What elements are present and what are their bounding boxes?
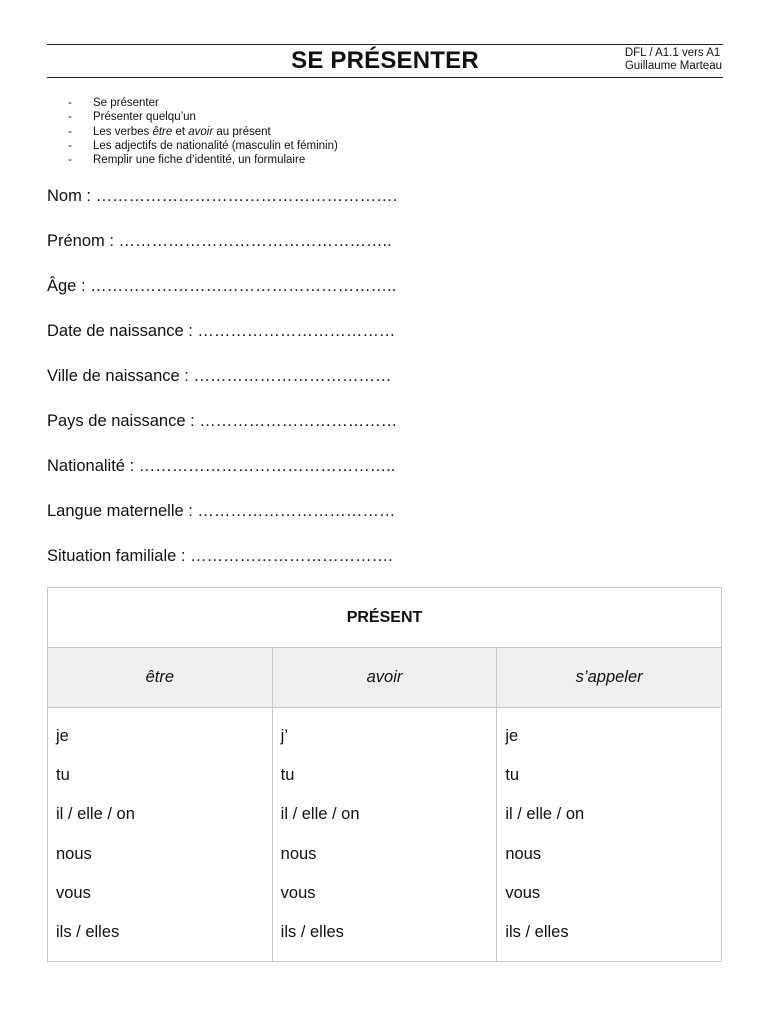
objective-item <box>68 110 338 124</box>
column-etre[interactable] <box>48 708 273 962</box>
objectives-list <box>68 96 338 167</box>
objective-text-mid: et <box>172 125 189 138</box>
objective-item <box>68 96 338 110</box>
table-row <box>48 708 722 962</box>
objective-text: Remplir une fiche d’identité, un formulaire <box>93 154 306 167</box>
pronoun: vous <box>56 883 91 902</box>
objective-text: Se présenter <box>93 97 159 109</box>
pronoun: nous <box>505 844 542 863</box>
field-prenom[interactable]: Prénom : ………………………………………….. <box>47 232 392 250</box>
pronoun: nous <box>56 844 92 863</box>
pronoun: ils / elles <box>56 922 120 941</box>
pronoun: vous <box>280 883 316 902</box>
objective-item <box>68 139 338 153</box>
field-ville-naissance[interactable]: Ville de naissance : ……………………………… <box>47 367 392 385</box>
list-dash: - <box>68 154 72 167</box>
objective-verb-avoir: avoir <box>188 125 214 138</box>
field-langue-maternelle[interactable]: Langue maternelle : ……………………………… <box>47 502 396 520</box>
objective-text-post: au présent <box>213 125 271 138</box>
verb-header-etre: être <box>48 648 273 708</box>
verb-header-sappeler: s’appeler <box>497 648 722 708</box>
objective-text: Présenter quelqu’un <box>93 111 196 124</box>
page-header <box>47 44 723 78</box>
pronoun: ils / elles <box>505 922 569 941</box>
list-dash: - <box>68 97 72 109</box>
pronoun: ils / elles <box>280 922 344 941</box>
field-nom[interactable]: Nom : ………………………………………………. <box>47 187 398 205</box>
field-nationalite[interactable]: Nationalité : ……………………………………….. <box>47 457 396 475</box>
pronoun: il / elle / on <box>56 805 135 824</box>
field-pays-naissance[interactable]: Pays de naissance : ……………………………… <box>47 412 398 430</box>
pronoun: je <box>505 727 519 745</box>
objective-verb-etre: être <box>152 125 173 138</box>
pronoun: tu <box>505 766 520 785</box>
table-heading: PRÉSENT <box>48 588 722 648</box>
column-avoir[interactable] <box>272 708 497 962</box>
objective-item <box>68 153 338 167</box>
column-sappeler[interactable] <box>497 708 722 962</box>
list-dash: - <box>68 111 72 124</box>
list-dash: - <box>68 139 72 152</box>
page-title: SE PRÉSENTER <box>291 47 479 74</box>
pronoun: tu <box>56 766 70 785</box>
identity-form <box>47 185 727 590</box>
list-dash: - <box>68 125 72 138</box>
objective-text-pre: Les verbes <box>93 125 153 138</box>
author-name: Guillaume Marteau <box>624 60 722 72</box>
pronoun: j’ <box>280 727 288 745</box>
pronoun: vous <box>505 883 541 902</box>
verb-header-row <box>48 648 722 708</box>
pronoun: il / elle / on <box>505 805 585 824</box>
course-meta <box>625 47 722 73</box>
table-heading-row <box>48 588 722 648</box>
pronoun: il / elle / on <box>280 805 360 824</box>
course-level: DFL / A1.1 vers A1 <box>624 47 721 59</box>
pronoun: nous <box>280 844 317 863</box>
objective-text: Les adjectifs de nationalité (masculin et féminin) <box>93 139 338 152</box>
pronoun: tu <box>280 766 295 785</box>
conjugation-table <box>47 587 722 962</box>
pronoun: je <box>56 727 69 745</box>
verb-header-avoir: avoir <box>272 648 497 708</box>
objective-item <box>68 125 338 139</box>
field-age[interactable]: Âge : ……………………………………………….. <box>47 277 397 295</box>
field-situation-familiale[interactable]: Situation familiale : ………………………………. <box>47 547 393 565</box>
field-date-naissance[interactable]: Date de naissance : ……………………………… <box>47 322 396 340</box>
